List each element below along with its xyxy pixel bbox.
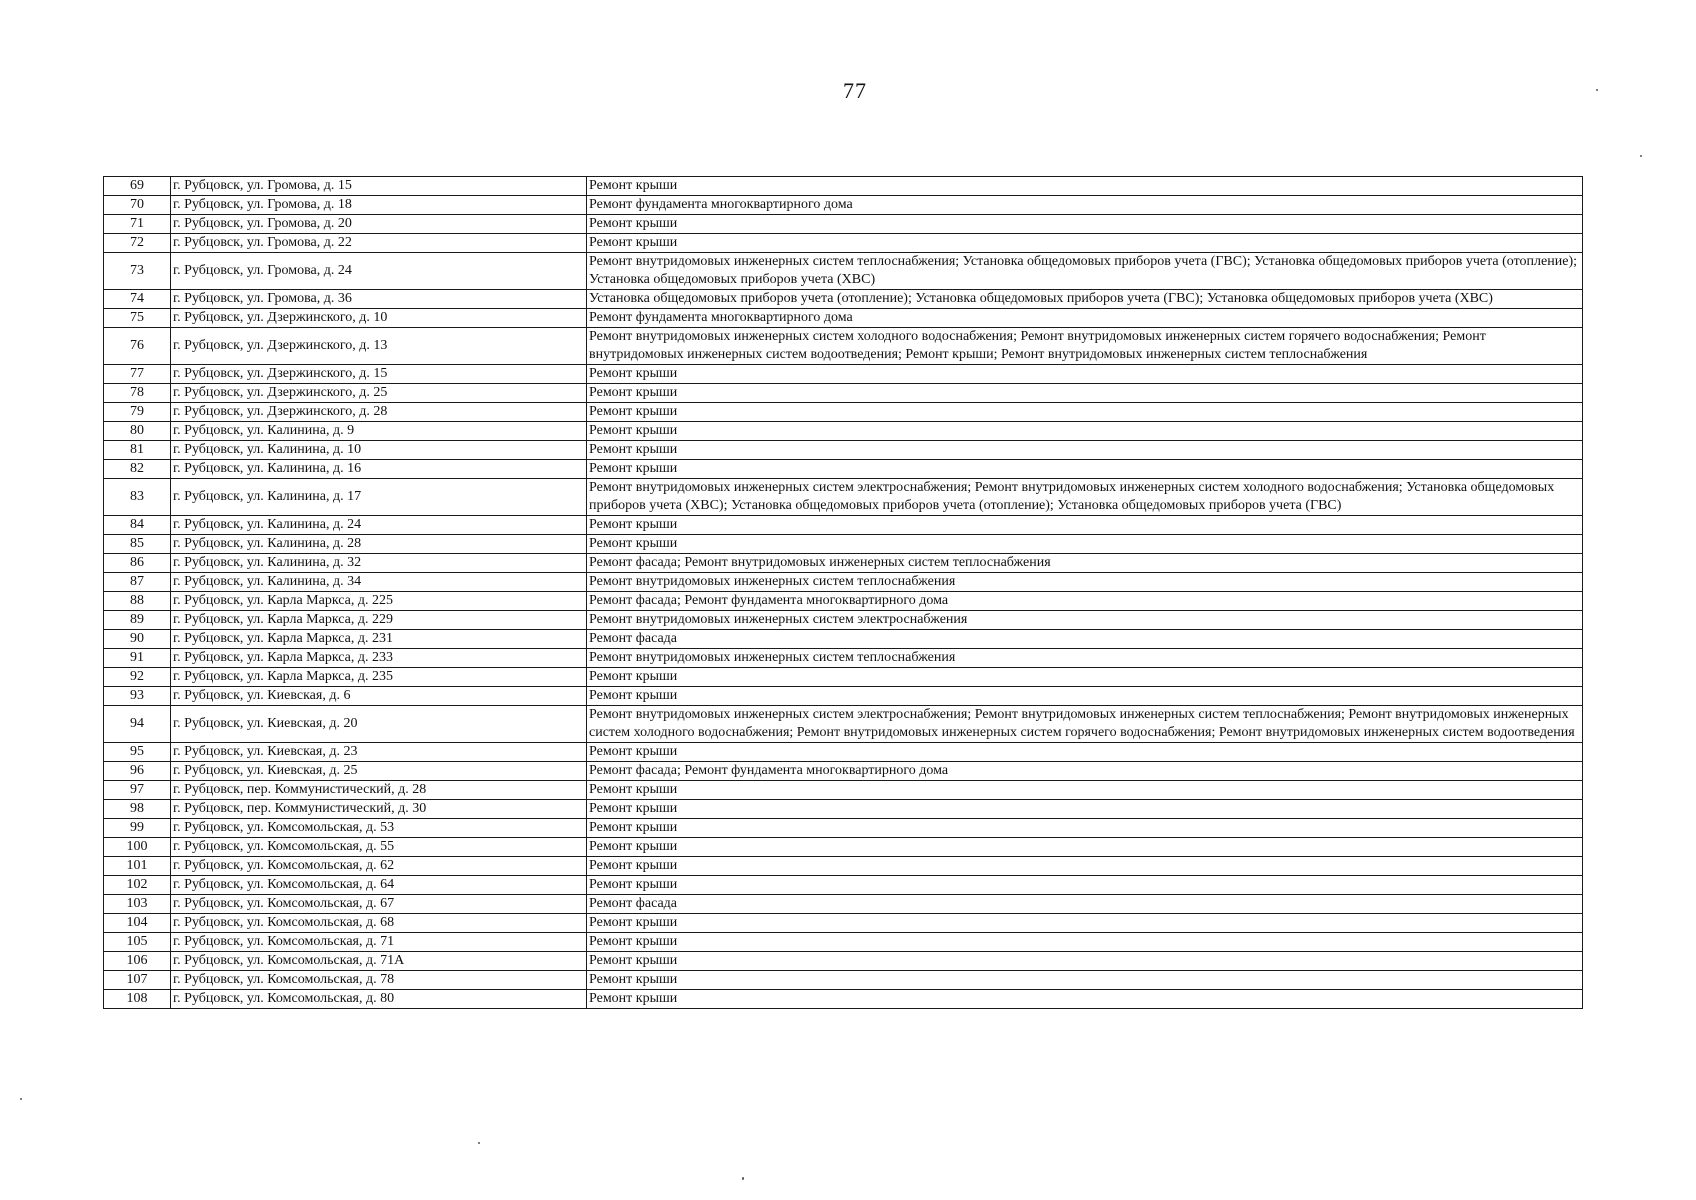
row-work: Ремонт крыши: [587, 668, 1583, 687]
table-row: [104, 384, 1583, 403]
scan-speck: [1596, 89, 1598, 91]
table-row: [104, 611, 1583, 630]
row-number: 92: [104, 668, 171, 687]
row-work: Ремонт крыши: [587, 365, 1583, 384]
row-address: г. Рубцовск, ул. Карла Маркса, д. 225: [171, 592, 587, 611]
row-work: Ремонт фасада: [587, 895, 1583, 914]
table-row: [104, 743, 1583, 762]
row-work: Ремонт внутридомовых инженерных систем теплоснабжения; Установка общедомовых приборов учета (ГВС); Установка общедомовых приборов учета (отопление); Установка общедомовых приборов учета (ХВС): [587, 253, 1583, 290]
table-row: [104, 516, 1583, 535]
row-number: 86: [104, 554, 171, 573]
row-work: Ремонт крыши: [587, 403, 1583, 422]
row-number: 73: [104, 253, 171, 290]
table-row: [104, 668, 1583, 687]
row-number: 107: [104, 971, 171, 990]
row-address: г. Рубцовск, ул. Громова, д. 36: [171, 290, 587, 309]
row-address: г. Рубцовск, ул. Калинина, д. 17: [171, 479, 587, 516]
row-work: Ремонт внутридомовых инженерных систем электроснабжения; Ремонт внутридомовых инженерных систем теплоснабжения; Ремонт внутридомовых инженерных систем холодного водоснабжения; Ремонт внутридомовых инженерных систем горячего водоснабжения; Ремонт внутридомовых инженерных систем водоотведения: [587, 706, 1583, 743]
row-work: Ремонт внутридомовых инженерных систем холодного водоснабжения; Ремонт внутридомовых инженерных систем горячего водоснабжения; Ремонт внутридомовых инженерных систем водоотведения; Ремонт крыши; Ремонт внутридомовых инженерных систем теплоснабжения: [587, 328, 1583, 365]
row-address: г. Рубцовск, ул. Карла Маркса, д. 233: [171, 649, 587, 668]
table-row: [104, 762, 1583, 781]
row-work: Ремонт крыши: [587, 990, 1583, 1009]
row-work: Ремонт крыши: [587, 857, 1583, 876]
row-address: г. Рубцовск, ул. Дзержинского, д. 13: [171, 328, 587, 365]
row-work: Ремонт крыши: [587, 177, 1583, 196]
row-work: Ремонт крыши: [587, 838, 1583, 857]
row-address: г. Рубцовск, ул. Комсомольская, д. 67: [171, 895, 587, 914]
row-number: 102: [104, 876, 171, 895]
table-row: [104, 479, 1583, 516]
table-row: [104, 573, 1583, 592]
row-work: Ремонт крыши: [587, 687, 1583, 706]
table-row: [104, 952, 1583, 971]
row-number: 90: [104, 630, 171, 649]
table-row: [104, 876, 1583, 895]
row-address: г. Рубцовск, ул. Комсомольская, д. 55: [171, 838, 587, 857]
scan-speck: [20, 1098, 22, 1100]
table-row: [104, 857, 1583, 876]
row-work: Ремонт крыши: [587, 743, 1583, 762]
row-address: г. Рубцовск, ул. Дзержинского, д. 28: [171, 403, 587, 422]
row-address: г. Рубцовск, ул. Комсомольская, д. 68: [171, 914, 587, 933]
row-work: Ремонт внутридомовых инженерных систем теплоснабжения: [587, 573, 1583, 592]
row-address: г. Рубцовск, ул. Громова, д. 20: [171, 215, 587, 234]
row-work: Ремонт крыши: [587, 952, 1583, 971]
table-row: [104, 365, 1583, 384]
row-address: г. Рубцовск, ул. Комсомольская, д. 71А: [171, 952, 587, 971]
row-number: 105: [104, 933, 171, 952]
row-number: 87: [104, 573, 171, 592]
table-row: [104, 933, 1583, 952]
row-address: г. Рубцовск, ул. Карла Маркса, д. 235: [171, 668, 587, 687]
row-address: г. Рубцовск, ул. Дзержинского, д. 15: [171, 365, 587, 384]
row-work: Ремонт крыши: [587, 819, 1583, 838]
row-address: г. Рубцовск, ул. Громова, д. 24: [171, 253, 587, 290]
row-work: Ремонт внутридомовых инженерных систем электроснабжения: [587, 611, 1583, 630]
row-work: Ремонт крыши: [587, 914, 1583, 933]
row-work: Ремонт фасада: [587, 630, 1583, 649]
row-address: г. Рубцовск, ул. Калинина, д. 9: [171, 422, 587, 441]
row-number: 79: [104, 403, 171, 422]
works-table-body: [104, 177, 1583, 1009]
table-row: [104, 535, 1583, 554]
table-row: [104, 403, 1583, 422]
row-work: Ремонт крыши: [587, 234, 1583, 253]
row-work: Ремонт крыши: [587, 876, 1583, 895]
works-table: [103, 176, 1583, 1009]
row-work: Ремонт крыши: [587, 215, 1583, 234]
row-address: г. Рубцовск, ул. Калинина, д. 34: [171, 573, 587, 592]
row-address: г. Рубцовск, ул. Киевская, д. 6: [171, 687, 587, 706]
row-work: Ремонт крыши: [587, 971, 1583, 990]
row-number: 94: [104, 706, 171, 743]
row-address: г. Рубцовск, ул. Комсомольская, д. 62: [171, 857, 587, 876]
scan-speck: [478, 1142, 480, 1144]
table-row: [104, 592, 1583, 611]
table-row: [104, 838, 1583, 857]
row-number: 96: [104, 762, 171, 781]
row-work: Ремонт крыши: [587, 516, 1583, 535]
table-row: [104, 422, 1583, 441]
row-address: г. Рубцовск, ул. Калинина, д. 16: [171, 460, 587, 479]
table-row: [104, 781, 1583, 800]
row-address: г. Рубцовск, ул. Киевская, д. 20: [171, 706, 587, 743]
table-row: [104, 800, 1583, 819]
table-row: [104, 196, 1583, 215]
scan-speck: [742, 1177, 744, 1180]
row-work: Ремонт крыши: [587, 535, 1583, 554]
row-work: Ремонт крыши: [587, 460, 1583, 479]
table-row: [104, 234, 1583, 253]
row-work: Ремонт фундамента многоквартирного дома: [587, 196, 1583, 215]
table-row: [104, 253, 1583, 290]
row-work: Ремонт фасада; Ремонт внутридомовых инженерных систем теплоснабжения: [587, 554, 1583, 573]
row-number: 101: [104, 857, 171, 876]
table-row: [104, 441, 1583, 460]
row-number: 95: [104, 743, 171, 762]
row-number: 104: [104, 914, 171, 933]
row-work: Ремонт крыши: [587, 422, 1583, 441]
row-address: г. Рубцовск, ул. Калинина, д. 10: [171, 441, 587, 460]
row-number: 75: [104, 309, 171, 328]
table-row: [104, 554, 1583, 573]
table-row: [104, 290, 1583, 309]
table-row: [104, 687, 1583, 706]
row-work: Установка общедомовых приборов учета (отопление); Установка общедомовых приборов учета (ГВС); Установка общедомовых приборов учета (ХВС): [587, 290, 1583, 309]
row-number: 77: [104, 365, 171, 384]
scan-speck: [1640, 155, 1642, 157]
table-row: [104, 895, 1583, 914]
row-number: 93: [104, 687, 171, 706]
row-number: 98: [104, 800, 171, 819]
table-row: [104, 215, 1583, 234]
row-work: Ремонт крыши: [587, 933, 1583, 952]
row-number: 103: [104, 895, 171, 914]
row-address: г. Рубцовск, ул. Громова, д. 22: [171, 234, 587, 253]
row-number: 97: [104, 781, 171, 800]
table-row: [104, 309, 1583, 328]
row-number: 91: [104, 649, 171, 668]
table-row: [104, 328, 1583, 365]
row-address: г. Рубцовск, ул. Комсомольская, д. 78: [171, 971, 587, 990]
row-address: г. Рубцовск, ул. Громова, д. 18: [171, 196, 587, 215]
row-address: г. Рубцовск, ул. Киевская, д. 25: [171, 762, 587, 781]
row-address: г. Рубцовск, ул. Дзержинского, д. 10: [171, 309, 587, 328]
row-work: Ремонт крыши: [587, 800, 1583, 819]
row-address: г. Рубцовск, ул. Киевская, д. 23: [171, 743, 587, 762]
row-address: г. Рубцовск, ул. Комсомольская, д. 80: [171, 990, 587, 1009]
row-number: 78: [104, 384, 171, 403]
row-number: 89: [104, 611, 171, 630]
row-number: 76: [104, 328, 171, 365]
row-number: 88: [104, 592, 171, 611]
row-number: 82: [104, 460, 171, 479]
row-work: Ремонт внутридомовых инженерных систем теплоснабжения: [587, 649, 1583, 668]
row-work: Ремонт фасада; Ремонт фундамента многоквартирного дома: [587, 592, 1583, 611]
table-row: [104, 706, 1583, 743]
row-address: г. Рубцовск, ул. Громова, д. 15: [171, 177, 587, 196]
row-work: Ремонт фасада; Ремонт фундамента многоквартирного дома: [587, 762, 1583, 781]
row-work: Ремонт крыши: [587, 781, 1583, 800]
row-number: 108: [104, 990, 171, 1009]
row-address: г. Рубцовск, пер. Коммунистический, д. 30: [171, 800, 587, 819]
table-row: [104, 990, 1583, 1009]
row-number: 72: [104, 234, 171, 253]
row-address: г. Рубцовск, ул. Калинина, д. 32: [171, 554, 587, 573]
row-address: г. Рубцовск, ул. Комсомольская, д. 53: [171, 819, 587, 838]
table-row: [104, 460, 1583, 479]
row-work: Ремонт крыши: [587, 384, 1583, 403]
table-row: [104, 914, 1583, 933]
row-address: г. Рубцовск, пер. Коммунистический, д. 28: [171, 781, 587, 800]
row-number: 71: [104, 215, 171, 234]
row-address: г. Рубцовск, ул. Калинина, д. 28: [171, 535, 587, 554]
row-work: Ремонт крыши: [587, 441, 1583, 460]
row-address: г. Рубцовск, ул. Комсомольская, д. 64: [171, 876, 587, 895]
table-row: [104, 630, 1583, 649]
row-number: 70: [104, 196, 171, 215]
row-number: 81: [104, 441, 171, 460]
row-address: г. Рубцовск, ул. Дзержинского, д. 25: [171, 384, 587, 403]
row-number: 100: [104, 838, 171, 857]
row-address: г. Рубцовск, ул. Карла Маркса, д. 229: [171, 611, 587, 630]
row-work: Ремонт внутридомовых инженерных систем электроснабжения; Ремонт внутридомовых инженерных систем холодного водоснабжения; Установка общедомовых приборов учета (ХВС); Установка общедомовых приборов учета (отопление); Установка общедомовых приборов учета (ГВС): [587, 479, 1583, 516]
row-address: г. Рубцовск, ул. Калинина, д. 24: [171, 516, 587, 535]
table-row: [104, 649, 1583, 668]
table-row: [104, 971, 1583, 990]
row-work: Ремонт фундамента многоквартирного дома: [587, 309, 1583, 328]
row-address: г. Рубцовск, ул. Карла Маркса, д. 231: [171, 630, 587, 649]
table-row: [104, 819, 1583, 838]
row-number: 84: [104, 516, 171, 535]
row-number: 99: [104, 819, 171, 838]
row-address: г. Рубцовск, ул. Комсомольская, д. 71: [171, 933, 587, 952]
row-number: 69: [104, 177, 171, 196]
page-number: 77: [843, 78, 867, 103]
row-number: 80: [104, 422, 171, 441]
row-number: 106: [104, 952, 171, 971]
row-number: 74: [104, 290, 171, 309]
table-row: [104, 177, 1583, 196]
row-number: 83: [104, 479, 171, 516]
row-number: 85: [104, 535, 171, 554]
